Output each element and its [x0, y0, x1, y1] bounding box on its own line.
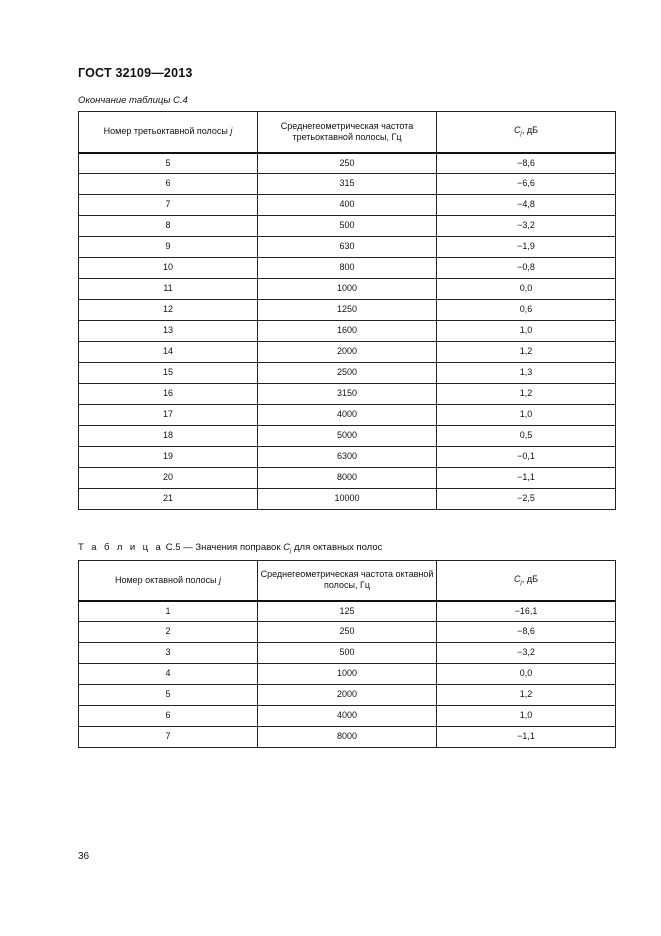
cell-correction: −8,6	[437, 153, 616, 174]
cell-frequency: 3150	[258, 384, 437, 405]
table-row	[79, 342, 616, 363]
cell-band-number: 5	[79, 153, 258, 174]
cell-band-number: 13	[79, 321, 258, 342]
cell-frequency: 250	[258, 622, 437, 643]
table-row	[79, 727, 616, 748]
table-c4	[78, 111, 616, 510]
table-row	[79, 321, 616, 342]
table-row	[79, 405, 616, 426]
cell-correction: −1,9	[437, 237, 616, 258]
table-row	[79, 279, 616, 300]
table-row	[79, 706, 616, 727]
cell-band-number: 10	[79, 258, 258, 279]
page-number: 36	[78, 851, 90, 862]
cell-correction: −4,8	[437, 195, 616, 216]
cell-correction: −0,8	[437, 258, 616, 279]
cell-correction: −2,5	[437, 489, 616, 510]
cell-correction: −16,1	[437, 601, 616, 622]
cell-band-number: 7	[79, 727, 258, 748]
cell-band-number: 20	[79, 468, 258, 489]
table-row	[79, 237, 616, 258]
cell-band-number: 19	[79, 447, 258, 468]
cell-band-number: 6	[79, 706, 258, 727]
table-row	[79, 174, 616, 195]
table-row	[79, 601, 616, 622]
cell-frequency: 400	[258, 195, 437, 216]
cell-correction: −0,1	[437, 447, 616, 468]
table-c5-body	[79, 601, 616, 748]
table-row	[79, 258, 616, 279]
table-row	[79, 468, 616, 489]
table-row	[79, 622, 616, 643]
table-c4-body	[79, 153, 616, 510]
cell-band-number: 9	[79, 237, 258, 258]
column-header-frequency: Среднегеометрическая частота третьоктавной полосы, Гц	[258, 112, 437, 153]
cell-frequency: 125	[258, 601, 437, 622]
cell-correction: −6,6	[437, 174, 616, 195]
table-header-row	[79, 561, 616, 601]
cell-band-number: 3	[79, 643, 258, 664]
cell-band-number: 4	[79, 664, 258, 685]
cell-band-number: 14	[79, 342, 258, 363]
cell-band-number: 11	[79, 279, 258, 300]
table-header-row	[79, 112, 616, 153]
cell-correction: −1,1	[437, 727, 616, 748]
table-row	[79, 363, 616, 384]
cell-correction: 0,0	[437, 279, 616, 300]
cell-correction: 0,0	[437, 664, 616, 685]
cell-band-number: 5	[79, 685, 258, 706]
table-row	[79, 153, 616, 174]
cell-band-number: 6	[79, 174, 258, 195]
table-row	[79, 685, 616, 706]
table-c5-caption: Т а б л и ц а С.5 — Значения поправок $C_j$ для октавных полос	[78, 542, 383, 554]
table-row	[79, 300, 616, 321]
cell-frequency: 630	[258, 237, 437, 258]
table-c5	[78, 560, 616, 748]
cell-correction: 1,2	[437, 342, 616, 363]
cell-band-number: 17	[79, 405, 258, 426]
table-c4-caption: Окончание таблицы С.4	[78, 95, 188, 106]
column-header-correction: $C_j$, дБ	[437, 112, 616, 153]
cell-frequency: 1600	[258, 321, 437, 342]
cell-frequency: 1000	[258, 279, 437, 300]
table-row	[79, 664, 616, 685]
cell-frequency: 5000	[258, 426, 437, 447]
cell-correction: 0,5	[437, 426, 616, 447]
table-row	[79, 447, 616, 468]
table-row	[79, 643, 616, 664]
cell-frequency: 1000	[258, 664, 437, 685]
cell-correction: −3,2	[437, 216, 616, 237]
cell-frequency: 315	[258, 174, 437, 195]
table-row	[79, 216, 616, 237]
cell-frequency: 6300	[258, 447, 437, 468]
cell-frequency: 2000	[258, 342, 437, 363]
cell-frequency: 250	[258, 153, 437, 174]
cell-correction: 0,6	[437, 300, 616, 321]
cell-frequency: 2500	[258, 363, 437, 384]
cell-frequency: 800	[258, 258, 437, 279]
cell-correction: 1,0	[437, 321, 616, 342]
cell-frequency: 500	[258, 216, 437, 237]
cell-band-number: 16	[79, 384, 258, 405]
cell-correction: 1,0	[437, 405, 616, 426]
cell-band-number: 2	[79, 622, 258, 643]
document-header: ГОСТ 32109—2013	[78, 66, 193, 80]
column-header-frequency: Среднегеометрическая частота октавной полосы, Гц	[258, 561, 437, 601]
cell-correction: 1,2	[437, 685, 616, 706]
cell-band-number: 7	[79, 195, 258, 216]
cell-correction: −3,2	[437, 643, 616, 664]
cell-frequency: 10000	[258, 489, 437, 510]
column-header-correction: $C_j$, дБ	[437, 561, 616, 601]
cell-band-number: 15	[79, 363, 258, 384]
column-header-band-number: Номер третьоктавной полосы j	[79, 112, 258, 153]
table-row	[79, 426, 616, 447]
cell-frequency: 4000	[258, 706, 437, 727]
cell-band-number: 1	[79, 601, 258, 622]
cell-frequency: 8000	[258, 727, 437, 748]
cell-band-number: 12	[79, 300, 258, 321]
cell-frequency: 8000	[258, 468, 437, 489]
cell-frequency: 1250	[258, 300, 437, 321]
table-row	[79, 384, 616, 405]
cell-frequency: 2000	[258, 685, 437, 706]
cell-correction: −8,6	[437, 622, 616, 643]
column-header-band-number: Номер октавной полосы j	[79, 561, 258, 601]
cell-correction: 1,2	[437, 384, 616, 405]
cell-correction: 1,0	[437, 706, 616, 727]
cell-band-number: 8	[79, 216, 258, 237]
table-row	[79, 195, 616, 216]
cell-correction: 1,3	[437, 363, 616, 384]
cell-correction: −1,1	[437, 468, 616, 489]
table-row	[79, 489, 616, 510]
cell-frequency: 4000	[258, 405, 437, 426]
cell-band-number: 21	[79, 489, 258, 510]
cell-band-number: 18	[79, 426, 258, 447]
cell-frequency: 500	[258, 643, 437, 664]
